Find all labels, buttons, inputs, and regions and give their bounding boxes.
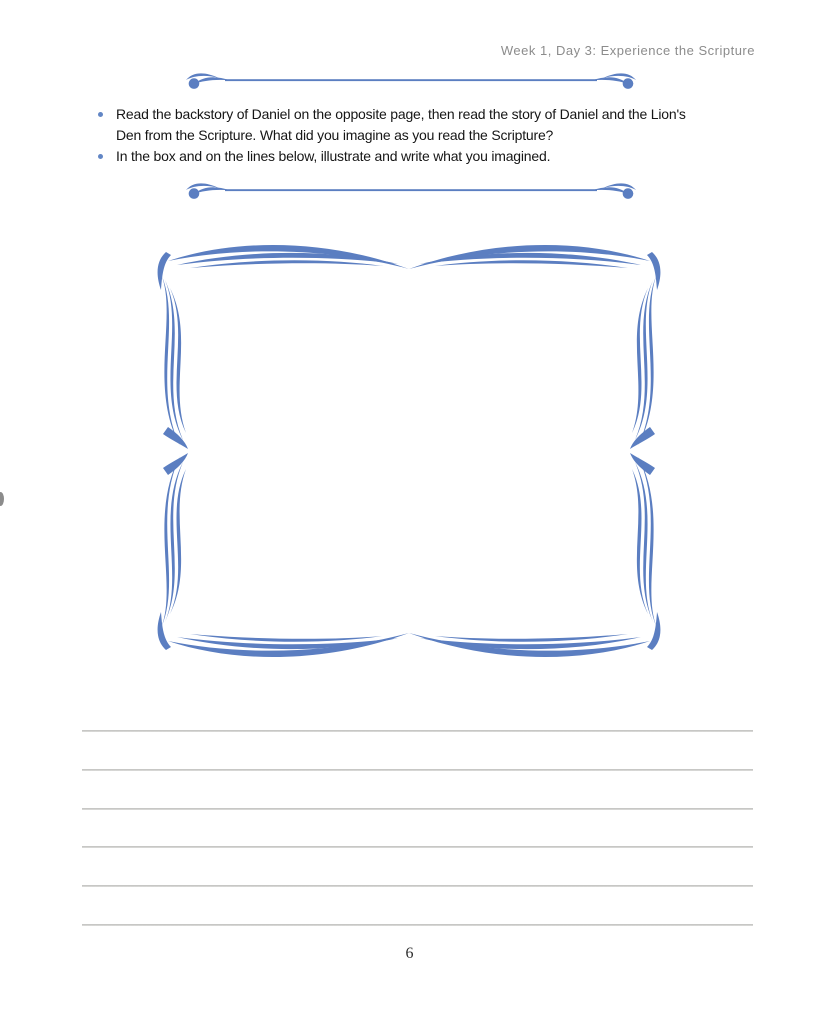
page-header-title: Week 1, Day 3: Experience the Scripture: [500, 43, 755, 58]
page-number: 6: [405, 945, 414, 962]
illustration-drawing-box: [152, 236, 666, 666]
instruction-list: [97, 104, 717, 167]
writing-line: [82, 885, 753, 887]
scroll-divider-icon: [185, 70, 637, 90]
writing-line: [82, 769, 753, 771]
bullet-icon: [98, 154, 103, 159]
instruction-text: Read the backstory of Daniel on the opposite page, then read the story of Daniel and the Lion's Den from the Scripture. What did you imagine as you read the Scripture?: [116, 106, 686, 143]
list-item: [97, 146, 717, 167]
scroll-divider-icon: [185, 180, 637, 200]
list-item: [97, 104, 717, 146]
writing-line: [82, 808, 753, 810]
page-edge-artifact: [0, 492, 4, 506]
writing-line: [82, 846, 753, 848]
writing-lines: [82, 730, 753, 940]
instruction-text: In the box and on the lines below, illustrate and write what you imagined.: [116, 148, 551, 164]
writing-line: [82, 924, 753, 926]
calligraphic-frame-icon: [152, 236, 666, 666]
flourish-divider-bottom: [185, 180, 637, 200]
writing-line: [82, 730, 753, 732]
flourish-divider-top: [185, 70, 637, 90]
bullet-icon: [98, 112, 103, 117]
